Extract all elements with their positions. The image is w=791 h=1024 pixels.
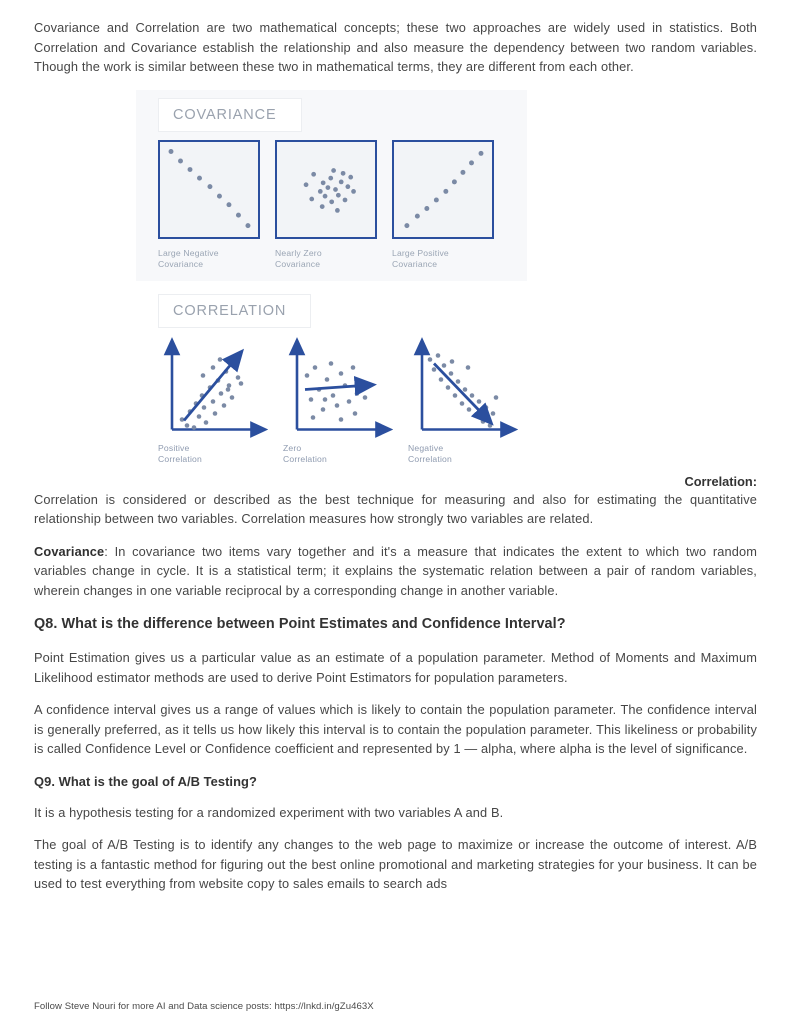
axes-scatter-box xyxy=(283,336,393,439)
covariance-paragraph-text: : In covariance two items vary together and it's a measure that indicates the extent to which two random variables change in cycle. It is a statistical term; it explains the systematic relation between a pair of random variables, wherein changes in one variable reciprocal by a corresponding change in another variable. xyxy=(34,543,757,598)
scatter-negative-correlation-icon xyxy=(408,336,518,439)
footer-credit-line: Follow Steve Nouri for more AI and Data science posts: https://lnkd.in/gZu463X xyxy=(34,1001,374,1012)
scatter-box xyxy=(392,140,494,239)
scatter-large-negative-icon xyxy=(160,142,258,237)
plot-caption xyxy=(408,443,520,466)
caption-line-1: Nearly Zero xyxy=(275,247,322,258)
covariance-panel xyxy=(136,90,527,281)
correlation-plot-zero xyxy=(283,336,395,466)
correlation-section-title: CORRELATION xyxy=(173,302,287,319)
axes-scatter-box xyxy=(158,336,268,439)
plot-caption xyxy=(158,248,262,271)
scatter-large-positive-icon xyxy=(394,142,492,237)
correlation-plot-positive xyxy=(158,336,270,466)
covariance-plot-nearly-zero xyxy=(275,140,379,271)
covariance-paragraph xyxy=(34,542,757,601)
q9-paragraph-1: It is a hypothesis testing for a randomized experiment with two variables A and B. xyxy=(34,804,504,820)
caption-line-1: Negative xyxy=(408,442,444,453)
covariance-lead-label: Covariance xyxy=(34,543,105,559)
caption-line-2: Correlation xyxy=(283,454,327,464)
plot-caption xyxy=(158,443,270,466)
correlation-plot-row xyxy=(136,336,527,466)
caption-line-2: Correlation xyxy=(408,454,452,464)
correlation-panel xyxy=(136,290,527,472)
caption-line-2: Correlation xyxy=(158,454,202,464)
covariance-plot-large-positive xyxy=(392,140,496,271)
caption-line-2: Covariance xyxy=(275,259,321,269)
caption-line-1: Positive xyxy=(158,442,190,453)
plot-caption xyxy=(283,443,395,466)
covariance-section-title: COVARIANCE xyxy=(173,106,277,123)
correlation-title-box xyxy=(158,294,311,328)
caption-line-1: Large Positive xyxy=(392,247,449,258)
covariance-plot-large-negative xyxy=(158,140,262,271)
scatter-nearly-zero-icon xyxy=(277,142,375,237)
q8-heading: Q8. What is the difference between Point Estimates and Confidence Interval? xyxy=(34,616,566,632)
caption-line-2: Covariance xyxy=(158,259,204,269)
q8-paragraph-2: A confidence interval gives us a range of values which is likely to contain the population parameter. The confidence interval is generally preferred, as it tells us how likely this interval is to contain the population parameter. This likeliness or probability is called Confidence Level or Confidence coefficient and represented by 1 — alpha, where alpha is the level of significance. xyxy=(34,702,757,756)
covariance-correlation-figure xyxy=(136,90,527,472)
axes-scatter-box xyxy=(408,336,518,439)
caption-line-1: Large Negative xyxy=(158,247,219,258)
q9-paragraph-2: The goal of A/B Testing is to identify any changes to the web page to maximize or increase the outcome of interest. A/B testing is a fantastic method for figuring out the best online promotional and marketing strategies for your business. It can be used to test everything from website copy to sales emails to search ads xyxy=(34,837,757,891)
scatter-positive-correlation-icon xyxy=(158,336,268,439)
scatter-box xyxy=(275,140,377,239)
plot-caption xyxy=(275,248,379,271)
q9-heading: Q9. What is the goal of A/B Testing? xyxy=(34,773,257,789)
caption-line-1: Zero xyxy=(283,442,302,453)
scatter-zero-correlation-icon xyxy=(283,336,393,439)
covariance-title-box xyxy=(158,98,302,132)
q8-paragraph-1: Point Estimation gives us a particular value as an estimate of a population parameter. Method of Moments and Maximum Likelihood estimator methods are used to derive Point Estimators for population parameters. xyxy=(34,650,757,685)
correlation-plot-negative xyxy=(408,336,520,466)
correlation-paragraph: Correlation is considered or described as the best technique for measuring and also for estimating the quantitative relationship between two variables. Correlation measures how strongly two variables are related. xyxy=(34,491,757,526)
intro-paragraph: Covariance and Correlation are two mathematical concepts; these two approaches are widely used in statistics. Both Correlation and Covariance establish the relationship and also measure the dependency between two random variables. Though the work is similar between these two in mathematical terms, they are different from each other. xyxy=(34,20,757,74)
plot-caption xyxy=(392,248,496,271)
scatter-box xyxy=(158,140,260,239)
covariance-plot-row xyxy=(136,140,527,271)
caption-line-2: Covariance xyxy=(392,259,438,269)
correlation-inline-label: Correlation: xyxy=(684,473,757,489)
